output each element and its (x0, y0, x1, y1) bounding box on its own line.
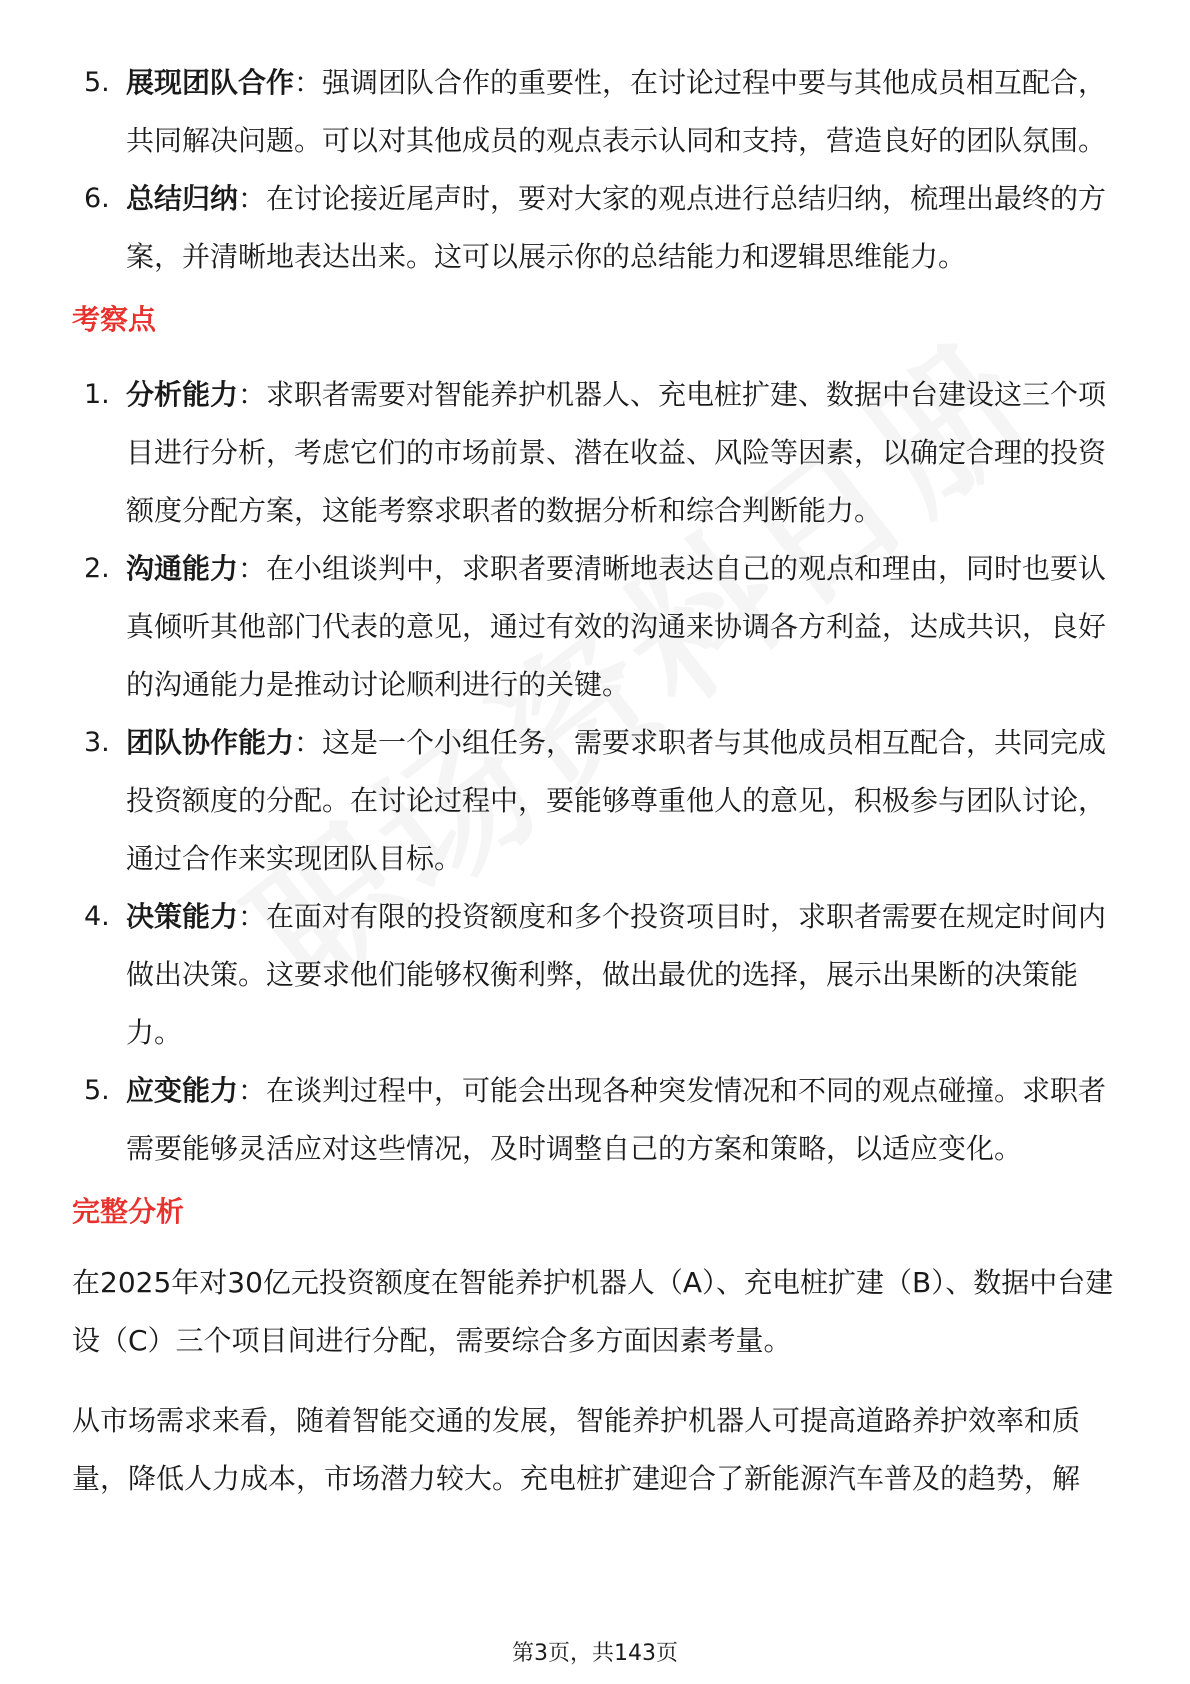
list-separator: ： (238, 900, 267, 933)
list-item (72, 170, 1118, 286)
analysis-paragraph-1: 在2025年对30亿元投资额度在智能养护机器人（A）、充电桩扩建（B）、数据中台建设（C）三个项目间进行分配，需要综合多方面因素考量。 (72, 1266, 1114, 1357)
page-content (72, 54, 1118, 1508)
strategy-list (72, 54, 1118, 286)
list-item (72, 1062, 1118, 1178)
list-term: 应变能力 (126, 1074, 239, 1107)
list-text: 强调团队合作的重要性，在讨论过程中要与其他成员相互配合，共同解决问题。可以对其他成员的观点表示认同和支持，营造良好的团队氛围。 (126, 66, 1107, 157)
section-title-kaocha: 考察点 (72, 303, 157, 336)
list-separator: ： (238, 378, 267, 411)
list-separator: ： (238, 552, 267, 585)
list-term: 分析能力 (126, 378, 239, 411)
list-term: 展现团队合作 (126, 66, 295, 99)
list-item (72, 366, 1118, 540)
list-number: 4. (84, 901, 110, 932)
list-separator: ： (294, 66, 323, 99)
list-item (72, 540, 1118, 714)
list-number: 1. (84, 379, 110, 410)
list-text: 在讨论接近尾声时，要对大家的观点进行总结归纳，梳理出最终的方案，并清晰地表达出来。这可以展示你的总结能力和逻辑思维能力。 (126, 182, 1107, 273)
section-title-analysis: 完整分析 (72, 1195, 185, 1228)
list-term: 团队协作能力 (126, 726, 295, 759)
list-separator: ： (238, 182, 267, 215)
list-number: 5. (84, 67, 110, 98)
list-text: 在谈判过程中，可能会出现各种突发情况和不同的观点碰撞。求职者需要能够灵活应对这些情况，及时调整自己的方案和策略，以适应变化。 (126, 1074, 1107, 1165)
list-number: 5. (84, 1075, 110, 1106)
list-number: 3. (84, 727, 110, 758)
list-separator: ： (294, 726, 323, 759)
list-text: 求职者需要对智能养护机器人、充电桩扩建、数据中台建设这三个项目进行分析，考虑它们的市场前景、潜在收益、风险等因素，以确定合理的投资额度分配方案，这能考察求职者的数据分析和综合判断能力。 (126, 378, 1107, 527)
list-term: 沟通能力 (126, 552, 239, 585)
list-separator: ： (238, 1074, 267, 1107)
list-item (72, 54, 1118, 170)
list-text: 在面对有限的投资额度和多个投资项目时，求职者需要在规定时间内做出决策。这要求他们能够权衡利弊，做出最优的选择，展示出果断的决策能力。 (126, 900, 1107, 1049)
page-footer: 第3页，共143页 (512, 1641, 678, 1666)
list-number: 2. (84, 553, 110, 584)
kaocha-list (72, 366, 1118, 1178)
list-text: 这是一个小组任务，需要求职者与其他成员相互配合，共同完成投资额度的分配。在讨论过程中，要能够尊重他人的意见，积极参与团队讨论，通过合作来实现团队目标。 (126, 726, 1107, 875)
list-item (72, 888, 1118, 1062)
list-text: 在小组谈判中，求职者要清晰地表达自己的观点和理由，同时也要认真倾听其他部门代表的意见，通过有效的沟通来协调各方利益，达成共识，良好的沟通能力是推动讨论顺利进行的关键。 (126, 552, 1107, 701)
list-number: 6. (84, 183, 110, 214)
analysis-paragraph-2: 从市场需求来看，随着智能交通的发展，智能养护机器人可提高道路养护效率和质量，降低人力成本，市场潜力较大。充电桩扩建迎合了新能源汽车普及的趋势，解 (72, 1404, 1081, 1495)
list-term: 总结归纳 (126, 182, 239, 215)
list-item (72, 714, 1118, 888)
list-term: 决策能力 (126, 900, 239, 933)
